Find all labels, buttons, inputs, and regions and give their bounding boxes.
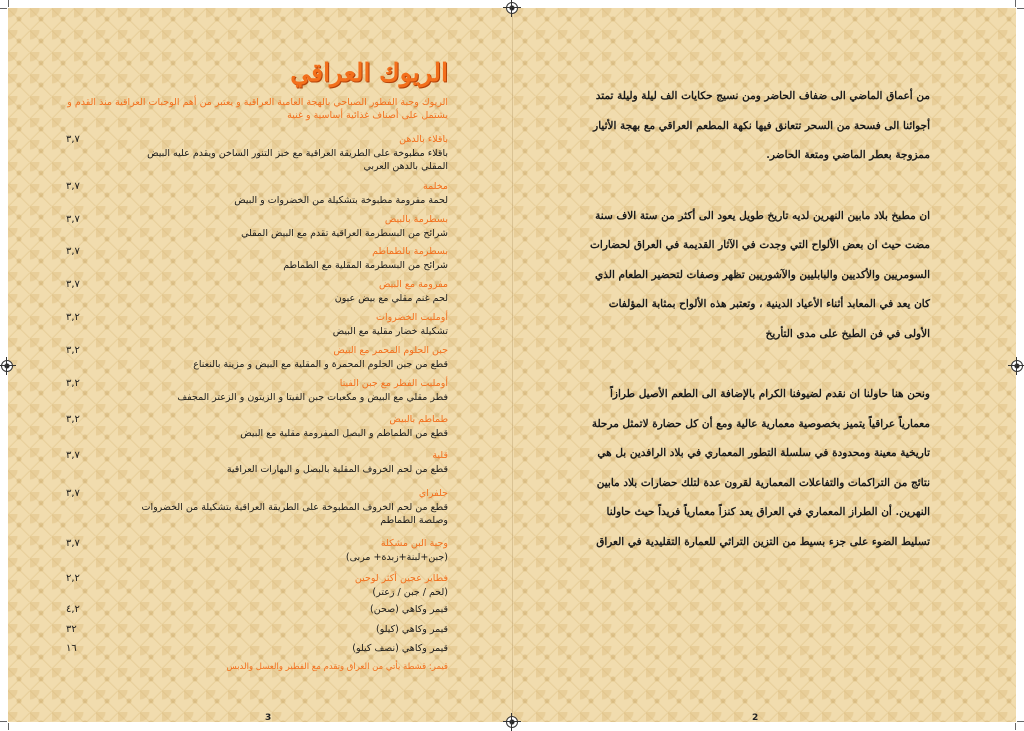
menu-item-price: ٣٢ [66,624,77,635]
menu-item-desc: (جبن+لبنة+زبدة+ مربى) [345,552,448,563]
menu-item-desc: باقلاء مطبوخة على الطريقة العراقية مع خبز التنور الساخن ويقدم عليه البيض المقلي بالدهن العربي [147,148,448,172]
menu-item [58,378,448,416]
registration-mark-icon [506,716,518,728]
menu-item [58,643,448,659]
crop-mark [1017,721,1024,722]
menu-item [58,134,448,172]
menu-item [58,488,448,526]
crop-mark [0,721,7,722]
menu-item-price: ٤,٢ [66,604,80,615]
menu-item-price: ٢,٢ [66,573,80,584]
menu-item-desc: (لحم / جبن / زعتر) [372,587,448,598]
menu-item-name: مخلمة [423,181,448,192]
page-number: 3 [265,713,272,723]
menu-item-price: ٣,٧ [66,181,80,192]
page-fold [512,8,513,722]
menu-item-desc: قطع من لحم الخروف المقلية بالبصل و البهارات العراقية [226,464,448,475]
history-paragraph: من أعماق الماضي الى ضفاف الحاضر ومن نسيج حكايات الف ليلة وليلة تمتد أجوائنا الى فسحة من السحر تتعانق فيها نكهة المطعم العراقي مع بهجة الأثيار ممزوجة بعطر الماضي ومتعة الحاضر. [593,90,930,161]
menu-item-name: بسطرمة بالبيض [384,214,448,225]
menu-item-desc: تشكيلة خضار مقلية مع البيض [332,326,448,337]
history-paragraph: ونحن هنا حاولنا ان نقدم لضيوفنا الكرام بالإضافة الى الطعم الأصيل طرازاً معمارياً عراقياً يتميز بخصوصية معمارية عالية ومع أن كل حضارة لاتمثل مرحلة تاريخية معينة ومحدودة في سلسلة التطور المعماري في بلاد الرافدين بل هي نتائج من التراكمات والتفاعلات المعمارية لقرون عدة لتلك حضارات بلاد مابين النهرين. أن الطراز المعماري في العراق يعد كنزاً معمارياً فريداً حيث حاولنا تسليط الضوء على جزء بسيط من التزين التراثي للعمارة التقليدية في العراق [591,388,930,548]
menu-item-desc: قطع من لحم الخروف المطبوخة على الطريقة العراقية بتشكيلة من الخضروات وصلصة الطماطم [141,502,448,526]
menu-item-name: قيمر وكاهي (نصف كيلو) [352,643,448,654]
menu-item [58,414,448,452]
menu-item-desc: شرائح من البسطرمة العراقية تقدم مع البيض المقلي [241,228,448,239]
menu-item-price: ٣,٢ [66,414,80,425]
menu-item-name: مفرومة مع البيض [379,279,448,290]
menu-item [58,624,448,640]
crop-mark [1015,0,1016,7]
menu-item [58,538,448,576]
menu-item-price: ٣,٧ [66,538,80,549]
menu-item-price: ٣,٧ [66,246,80,257]
menu-item-name: وجبة البن مشكلة [380,538,448,549]
menu-item-name: بسطرمة بالطماطم [372,246,448,257]
menu-item-price: ٣,٧ [66,134,80,145]
menu-item [58,450,448,488]
menu-item-name: قيمر وكاهي (صحن) [370,604,448,615]
menu-item-name: قلية [432,450,448,461]
history-text [585,82,930,557]
menu-item [58,604,448,620]
menu-item-price: ٣,٢ [66,378,80,389]
menu-item-name: أومليت الفطر مع جبن الفيتا [339,378,448,389]
menu-item-price: ٣,٧ [66,214,80,225]
crop-mark [1015,723,1016,730]
menu-item-name: باقلاء بالدهن [399,134,448,145]
menu-footnote: قيمر: قشطة يأتي من العراق وتقدم مع الفطير والعسل والدبس [226,662,448,672]
menu-item-price: ٣,٧ [66,279,80,290]
menu-item-name: جبن الحلوم المحمر مع البيض [333,345,448,356]
menu-item-price: ١٦ [66,643,77,654]
menu-item-desc: لحمة مفرومة مطبوخة بتشكيلة من الخضروات و البيض [234,195,448,206]
menu-item-price: ٣,٢ [66,345,80,356]
menu-item-name: أومليت الخضروات [376,312,448,323]
menu-item-desc: فطر مقلي مع البيض و مكعبات جبن الفيتا و الزيتون و الزعتر المجفف [177,392,448,403]
menu-item-price: ٣,٢ [66,312,80,323]
menu-item-name: فطاير عجين أكثر لوحين [354,573,448,584]
crop-mark [1017,8,1024,9]
menu-title: الريوك العراقي [290,58,448,87]
menu-item-name: قيمر وكاهي (كيلو) [376,624,448,635]
history-paragraph: ان مطبخ بلاد مابين النهرين لديه تاريخ طويل يعود الى أكثر من ستة الاف سنة مضت حيث ان بعض الألواح التي وجدت في الآثار القديمة في العراق لحضارات السومريين والأكديين والبابليين والآشوريين تظهر وصفات لتحضير الطعام الذي كان يعد في المعابد أثناء الأعياد الدينية ، وتعتبر هذه الألواح بمثابة المؤلفات الأولى في فن الطبخ على مدى التأريخ [590,209,930,340]
registration-mark-icon [1011,360,1023,372]
menu-item-name: طماطم بالبيض [389,414,448,425]
menu-item-desc: شرائح من البسطرمة المقلية مع الطماطم [283,260,448,271]
registration-mark-icon [1,360,13,372]
crop-mark [8,723,9,730]
menu-item-desc: قطع من جبن الحلوم المحمرة و المقلية مع البيض و مزينة بالنعناع [193,359,448,370]
menu-item-desc: قطع من الطماطم و البصل المفرومة مقلية مع البيض [240,428,448,439]
menu-item-price: ٣,٧ [66,488,80,499]
menu-item-desc: لحم غنم مقلي مع بيض عيون [334,293,448,304]
menu-item-price: ٣,٧ [66,450,80,461]
crop-mark [0,8,7,9]
menu-item-name: جلفراي [418,488,448,499]
page-number: 2 [752,713,759,723]
crop-mark [8,0,9,7]
menu-intro: الريوك وجبة الفطور الصباحي بالهجة العامية العراقية و يعتبر من أهم الوجبات العراقية منذ القدم و يشتمل على أصناف غذائية أساسية و غنية [67,97,448,121]
registration-mark-icon [506,2,518,14]
